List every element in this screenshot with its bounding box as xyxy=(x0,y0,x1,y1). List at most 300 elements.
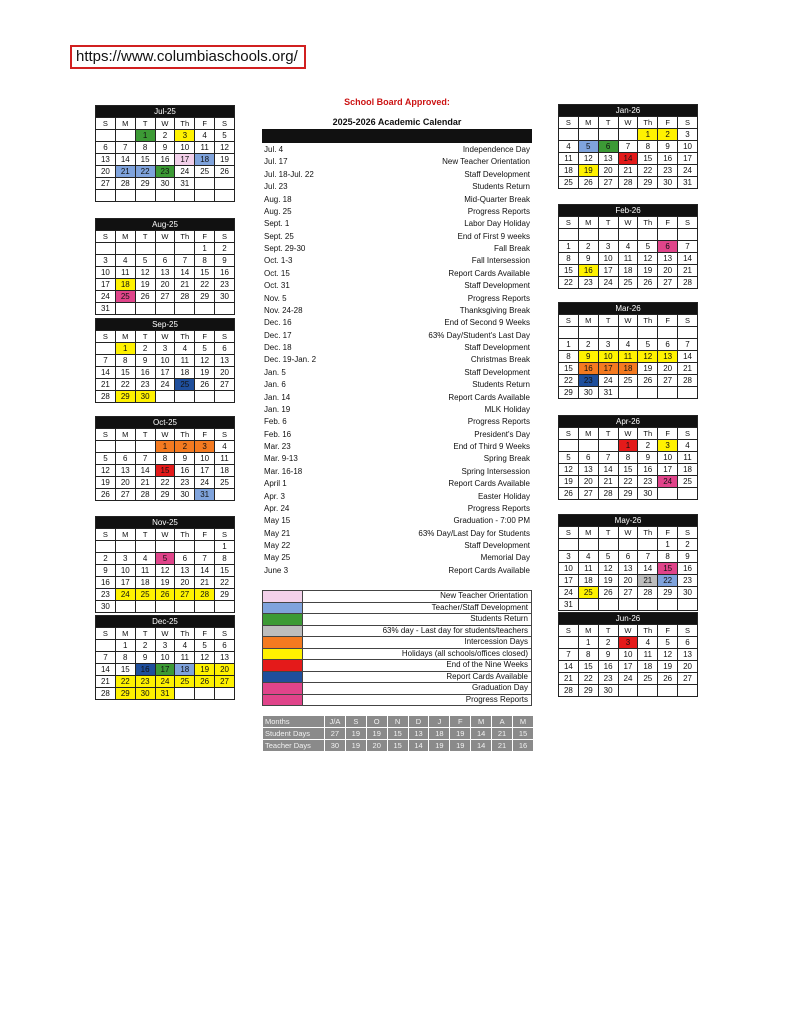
day-cell: 12 xyxy=(578,153,598,165)
day-cell: 7 xyxy=(678,339,698,351)
event-date: May 25 xyxy=(264,553,291,563)
day-cell xyxy=(678,327,698,339)
day-cell: 13 xyxy=(658,253,678,265)
event-row xyxy=(262,416,532,428)
stats-value: 18 xyxy=(429,728,450,740)
day-cell xyxy=(215,489,235,501)
day-cell: 30 xyxy=(135,391,155,403)
day-cell: 6 xyxy=(618,551,638,563)
event-name: Report Cards Available xyxy=(448,479,530,489)
weekday-header: S xyxy=(559,217,579,229)
day-cell: 10 xyxy=(155,652,175,664)
day-cell: 17 xyxy=(155,664,175,676)
weekday-header: T xyxy=(135,231,155,243)
day-cell xyxy=(115,303,135,315)
month-sep-25 xyxy=(95,318,235,403)
day-cell xyxy=(96,640,116,652)
day-cell: 12 xyxy=(155,565,175,577)
day-cell: 13 xyxy=(598,153,618,165)
day-cell: 24 xyxy=(598,375,618,387)
weekday-header: Th xyxy=(175,529,195,541)
event-name: Labor Day Holiday xyxy=(464,219,530,229)
event-date: Dec. 16 xyxy=(264,318,292,328)
weekday-header: T xyxy=(598,625,618,637)
event-name: 63% Day/Student's Last Day xyxy=(428,330,530,340)
day-cell xyxy=(96,243,116,255)
event-name: Staff Development xyxy=(464,281,530,291)
day-cell xyxy=(658,387,678,399)
day-cell: 14 xyxy=(96,367,116,379)
weekday-header: F xyxy=(195,628,215,640)
day-cell: 28 xyxy=(559,685,579,697)
day-cell: 1 xyxy=(658,539,678,551)
day-cell: 6 xyxy=(215,343,235,355)
event-date: Nov. 24-28 xyxy=(264,305,303,315)
day-cell: 24 xyxy=(155,676,175,688)
day-cell: 4 xyxy=(618,339,638,351)
day-cell: 15 xyxy=(638,153,658,165)
day-cell: 30 xyxy=(155,178,175,190)
stats-value: 21 xyxy=(492,740,513,752)
day-cell: 22 xyxy=(638,165,658,177)
legend-label: 63% day - Last day for students/teachers xyxy=(303,625,532,637)
legend-swatch xyxy=(263,671,303,683)
day-cell: 20 xyxy=(678,661,698,673)
day-cell: 9 xyxy=(215,255,235,267)
day-cell: 27 xyxy=(96,178,116,190)
day-cell: 23 xyxy=(215,279,235,291)
stats-value: 15 xyxy=(387,740,408,752)
weekday-header: T xyxy=(135,429,155,441)
day-cell: 13 xyxy=(115,465,135,477)
stats-header: M xyxy=(513,716,534,728)
day-cell: 22 xyxy=(215,577,235,589)
event-row xyxy=(262,441,532,453)
day-cell xyxy=(115,441,135,453)
day-cell: 16 xyxy=(155,154,175,166)
weekday-header: F xyxy=(658,527,678,539)
day-cell xyxy=(598,229,618,241)
day-cell xyxy=(578,327,598,339)
weekday-header: Th xyxy=(638,117,658,129)
day-cell xyxy=(175,391,195,403)
day-cell: 30 xyxy=(215,291,235,303)
day-cell: 6 xyxy=(115,453,135,465)
stats-value: 14 xyxy=(471,728,492,740)
day-cell: 25 xyxy=(215,477,235,489)
day-cell: 24 xyxy=(658,476,678,488)
day-cell: 9 xyxy=(135,652,155,664)
weekday-header: M xyxy=(578,117,598,129)
event-date: Nov. 5 xyxy=(264,293,287,303)
legend-row xyxy=(263,614,532,626)
day-cell: 26 xyxy=(658,673,678,685)
event-date: Dec. 18 xyxy=(264,343,292,352)
day-cell xyxy=(678,229,698,241)
day-cell: 5 xyxy=(155,553,175,565)
day-cell xyxy=(598,440,618,452)
day-cell: 23 xyxy=(638,476,658,488)
stats-header: S xyxy=(345,716,366,728)
day-cell: 14 xyxy=(175,267,195,279)
day-cell: 26 xyxy=(195,676,215,688)
weekday-header: S xyxy=(678,428,698,440)
event-row xyxy=(262,515,532,527)
weekday-header: M xyxy=(578,217,598,229)
day-cell: 14 xyxy=(598,464,618,476)
day-cell: 12 xyxy=(135,267,155,279)
day-cell: 29 xyxy=(195,291,215,303)
event-name: Staff Development xyxy=(464,169,530,179)
event-name: Students Return xyxy=(472,182,530,192)
event-date: Jan. 5 xyxy=(264,367,286,377)
event-row xyxy=(262,169,532,181)
day-cell: 19 xyxy=(658,661,678,673)
day-cell: 20 xyxy=(598,165,618,177)
day-cell: 25 xyxy=(638,673,658,685)
day-cell: 13 xyxy=(155,267,175,279)
day-cell: 12 xyxy=(195,355,215,367)
day-cell: 11 xyxy=(618,351,638,363)
day-cell: 9 xyxy=(155,142,175,154)
day-cell: 24 xyxy=(115,589,135,601)
legend-row xyxy=(263,602,532,614)
day-cell: 13 xyxy=(215,355,235,367)
day-cell: 9 xyxy=(175,453,195,465)
day-cell: 12 xyxy=(195,652,215,664)
weekday-header: S xyxy=(559,625,579,637)
legend-row xyxy=(263,694,532,706)
event-row xyxy=(262,194,532,206)
weekday-header: W xyxy=(155,628,175,640)
event-date: Feb. 16 xyxy=(264,429,292,439)
day-cell: 1 xyxy=(215,541,235,553)
day-cell: 1 xyxy=(115,343,135,355)
weekday-header: T xyxy=(598,527,618,539)
day-cell: 22 xyxy=(195,279,215,291)
day-cell: 14 xyxy=(678,253,698,265)
weekday-header: T xyxy=(135,331,155,343)
day-cell: 4 xyxy=(559,141,579,153)
day-cell: 6 xyxy=(658,241,678,253)
day-cell: 14 xyxy=(195,565,215,577)
day-cell xyxy=(96,441,116,453)
day-cell: 18 xyxy=(135,577,155,589)
day-cell xyxy=(195,541,215,553)
weekday-header: F xyxy=(658,315,678,327)
weekday-header: F xyxy=(195,118,215,130)
weekday-header: W xyxy=(155,529,175,541)
day-cell: 24 xyxy=(155,379,175,391)
legend-swatch xyxy=(263,637,303,649)
day-cell: 29 xyxy=(618,488,638,500)
event-name: Progress Reports xyxy=(467,417,530,427)
day-cell: 14 xyxy=(638,563,658,575)
event-name: Thanksgiving Break xyxy=(459,305,530,315)
day-cell xyxy=(578,539,598,551)
day-cell: 24 xyxy=(559,587,579,599)
day-cell: 3 xyxy=(175,130,195,142)
day-cell xyxy=(598,539,618,551)
day-cell: 25 xyxy=(115,291,135,303)
event-name: End of First 9 weeks xyxy=(457,231,530,241)
month-title: Feb-26 xyxy=(559,205,698,217)
day-cell: 3 xyxy=(155,640,175,652)
weekday-header: T xyxy=(135,529,155,541)
event-name: Report Cards Available xyxy=(448,392,530,402)
day-cell: 30 xyxy=(678,587,698,599)
weekday-header: M xyxy=(578,315,598,327)
day-cell: 25 xyxy=(618,277,638,289)
month-title: Jun-26 xyxy=(559,613,698,625)
event-date: April 1 xyxy=(264,479,287,489)
month-title: Mar-26 xyxy=(559,303,698,315)
day-cell: 7 xyxy=(115,142,135,154)
day-cell xyxy=(559,327,579,339)
day-cell xyxy=(96,541,116,553)
day-cell: 27 xyxy=(175,589,195,601)
day-cell: 9 xyxy=(638,452,658,464)
day-cell xyxy=(175,303,195,315)
weekday-header: S xyxy=(96,118,116,130)
day-cell: 3 xyxy=(598,241,618,253)
day-cell: 11 xyxy=(638,649,658,661)
day-cell: 14 xyxy=(618,153,638,165)
stats-value: 27 xyxy=(325,728,346,740)
legend-label: End of the Nine Weeks xyxy=(303,660,532,672)
day-cell: 24 xyxy=(195,477,215,489)
event-date: Feb. 6 xyxy=(264,417,287,427)
day-cell: 26 xyxy=(559,488,579,500)
weekday-header: S xyxy=(215,231,235,243)
day-cell: 5 xyxy=(658,637,678,649)
legend-row xyxy=(263,683,532,695)
day-cell: 3 xyxy=(598,339,618,351)
day-cell: 23 xyxy=(658,165,678,177)
legend-row xyxy=(263,637,532,649)
day-cell: 25 xyxy=(559,177,579,189)
weekday-header: T xyxy=(598,117,618,129)
day-cell: 9 xyxy=(135,355,155,367)
day-cell: 28 xyxy=(96,391,116,403)
day-cell: 18 xyxy=(195,154,215,166)
day-cell: 8 xyxy=(155,453,175,465)
weekday-header: S xyxy=(678,217,698,229)
day-cell: 19 xyxy=(195,664,215,676)
month-title: Dec-25 xyxy=(96,616,235,628)
day-cell: 6 xyxy=(96,142,116,154)
day-cell: 28 xyxy=(678,375,698,387)
day-cell: 20 xyxy=(215,367,235,379)
day-cell: 8 xyxy=(195,255,215,267)
day-cell xyxy=(578,129,598,141)
day-cell: 14 xyxy=(96,664,116,676)
month-mar-26 xyxy=(558,302,698,399)
weekday-header: W xyxy=(618,625,638,637)
day-cell: 8 xyxy=(578,649,598,661)
day-cell xyxy=(215,190,235,202)
day-cell: 25 xyxy=(175,379,195,391)
day-cell: 27 xyxy=(155,291,175,303)
event-row xyxy=(262,280,532,292)
url-text[interactable]: https://www.columbiaschools.org/ xyxy=(70,45,306,69)
day-cell: 9 xyxy=(678,551,698,563)
day-cell: 2 xyxy=(578,241,598,253)
day-cell xyxy=(155,303,175,315)
day-cell: 4 xyxy=(195,130,215,142)
day-cell: 5 xyxy=(559,452,579,464)
legend-swatch xyxy=(263,602,303,614)
day-cell: 21 xyxy=(638,575,658,587)
legend-label: Teacher/Staff Development xyxy=(303,602,532,614)
event-row xyxy=(262,206,532,218)
day-cell: 16 xyxy=(678,563,698,575)
day-cell: 26 xyxy=(96,489,116,501)
weekday-header: S xyxy=(678,625,698,637)
day-cell: 4 xyxy=(215,441,235,453)
day-cell: 3 xyxy=(658,440,678,452)
day-cell: 30 xyxy=(658,177,678,189)
day-cell: 15 xyxy=(559,363,579,375)
day-cell: 16 xyxy=(598,661,618,673)
day-cell: 20 xyxy=(578,476,598,488)
day-cell: 8 xyxy=(135,142,155,154)
day-cell: 13 xyxy=(658,351,678,363)
day-cell: 27 xyxy=(115,489,135,501)
day-cell xyxy=(559,129,579,141)
day-cell: 28 xyxy=(598,488,618,500)
legend-label: Holidays (all schools/offices closed) xyxy=(303,648,532,660)
weekday-header: M xyxy=(115,231,135,243)
day-cell: 25 xyxy=(578,587,598,599)
day-cell: 10 xyxy=(115,565,135,577)
day-cell xyxy=(598,327,618,339)
day-cell xyxy=(559,229,579,241)
event-date: Apr. 3 xyxy=(264,491,285,501)
day-cell: 9 xyxy=(598,649,618,661)
weekday-header: F xyxy=(658,428,678,440)
stats-header: O xyxy=(366,716,387,728)
day-cell: 22 xyxy=(155,477,175,489)
day-cell xyxy=(658,488,678,500)
day-cell xyxy=(618,129,638,141)
day-cell: 20 xyxy=(658,265,678,277)
day-cell: 4 xyxy=(678,440,698,452)
day-cell: 18 xyxy=(618,265,638,277)
day-cell: 11 xyxy=(559,153,579,165)
day-cell: 4 xyxy=(115,255,135,267)
day-cell: 23 xyxy=(578,375,598,387)
weekday-header: S xyxy=(96,331,116,343)
stats-value: 14 xyxy=(471,740,492,752)
day-cell: 30 xyxy=(175,489,195,501)
event-date: Aug. 25 xyxy=(264,206,292,216)
day-cell: 21 xyxy=(678,265,698,277)
weekday-header: Th xyxy=(175,429,195,441)
day-cell: 24 xyxy=(598,277,618,289)
day-cell: 19 xyxy=(135,279,155,291)
weekday-header: S xyxy=(96,529,116,541)
event-row xyxy=(262,565,532,577)
event-date: Jul. 4 xyxy=(264,145,284,154)
event-date: Mar. 9-13 xyxy=(264,454,298,464)
day-cell: 14 xyxy=(135,465,155,477)
day-cell: 5 xyxy=(135,255,155,267)
day-cell: 23 xyxy=(96,589,116,601)
day-cell xyxy=(638,387,658,399)
day-cell: 5 xyxy=(578,141,598,153)
day-cell xyxy=(155,601,175,613)
weekday-header: W xyxy=(618,117,638,129)
day-cell: 17 xyxy=(155,367,175,379)
event-name: Report Cards Available xyxy=(448,565,530,575)
day-cell: 7 xyxy=(96,652,116,664)
day-cell: 8 xyxy=(638,141,658,153)
month-title: Sep-25 xyxy=(96,319,235,331)
legend-label: New Teacher Orientation xyxy=(303,591,532,603)
day-cell: 3 xyxy=(115,553,135,565)
legend-swatch xyxy=(263,683,303,695)
legend-row xyxy=(263,660,532,672)
day-cell: 24 xyxy=(175,166,195,178)
day-cell: 6 xyxy=(215,640,235,652)
day-cell xyxy=(155,190,175,202)
stats-header: F xyxy=(450,716,471,728)
day-cell: 15 xyxy=(195,267,215,279)
month-may-26 xyxy=(558,514,698,611)
event-name: 63% Day/Last Day for Students xyxy=(418,528,530,538)
day-cell: 7 xyxy=(678,241,698,253)
day-cell: 19 xyxy=(155,577,175,589)
day-cell: 31 xyxy=(559,599,579,611)
day-cell: 2 xyxy=(96,553,116,565)
day-cell xyxy=(115,190,135,202)
event-date: Jul. 23 xyxy=(264,182,288,192)
day-cell: 22 xyxy=(578,673,598,685)
weekday-header: T xyxy=(598,217,618,229)
day-cell: 10 xyxy=(96,267,116,279)
legend-label: Progress Reports xyxy=(303,694,532,706)
day-cell: 2 xyxy=(175,441,195,453)
month-apr-26 xyxy=(558,415,698,500)
day-cell: 16 xyxy=(135,367,155,379)
events-list xyxy=(262,144,532,577)
day-cell: 31 xyxy=(678,177,698,189)
day-cell: 8 xyxy=(618,452,638,464)
day-cell xyxy=(618,327,638,339)
day-cell: 22 xyxy=(658,575,678,587)
day-cell: 17 xyxy=(195,465,215,477)
day-cell: 30 xyxy=(598,685,618,697)
month-jul-25 xyxy=(95,105,235,202)
calendar-title: 2025-2026 Academic Calendar xyxy=(332,117,462,127)
day-cell: 26 xyxy=(638,375,658,387)
event-date: Dec. 19-Jan. 2 xyxy=(264,355,317,365)
day-cell: 15 xyxy=(115,664,135,676)
day-cell: 28 xyxy=(175,291,195,303)
day-cell xyxy=(618,229,638,241)
day-cell: 8 xyxy=(559,351,579,363)
day-cell xyxy=(96,130,116,142)
event-name: MLK Holiday xyxy=(484,404,530,414)
event-date: Jul. 17 xyxy=(264,157,288,167)
day-cell xyxy=(155,541,175,553)
weekday-header: F xyxy=(658,217,678,229)
day-cell: 27 xyxy=(618,587,638,599)
weekday-header: F xyxy=(658,117,678,129)
day-cell xyxy=(638,539,658,551)
event-date: Sept. 29-30 xyxy=(264,244,306,253)
